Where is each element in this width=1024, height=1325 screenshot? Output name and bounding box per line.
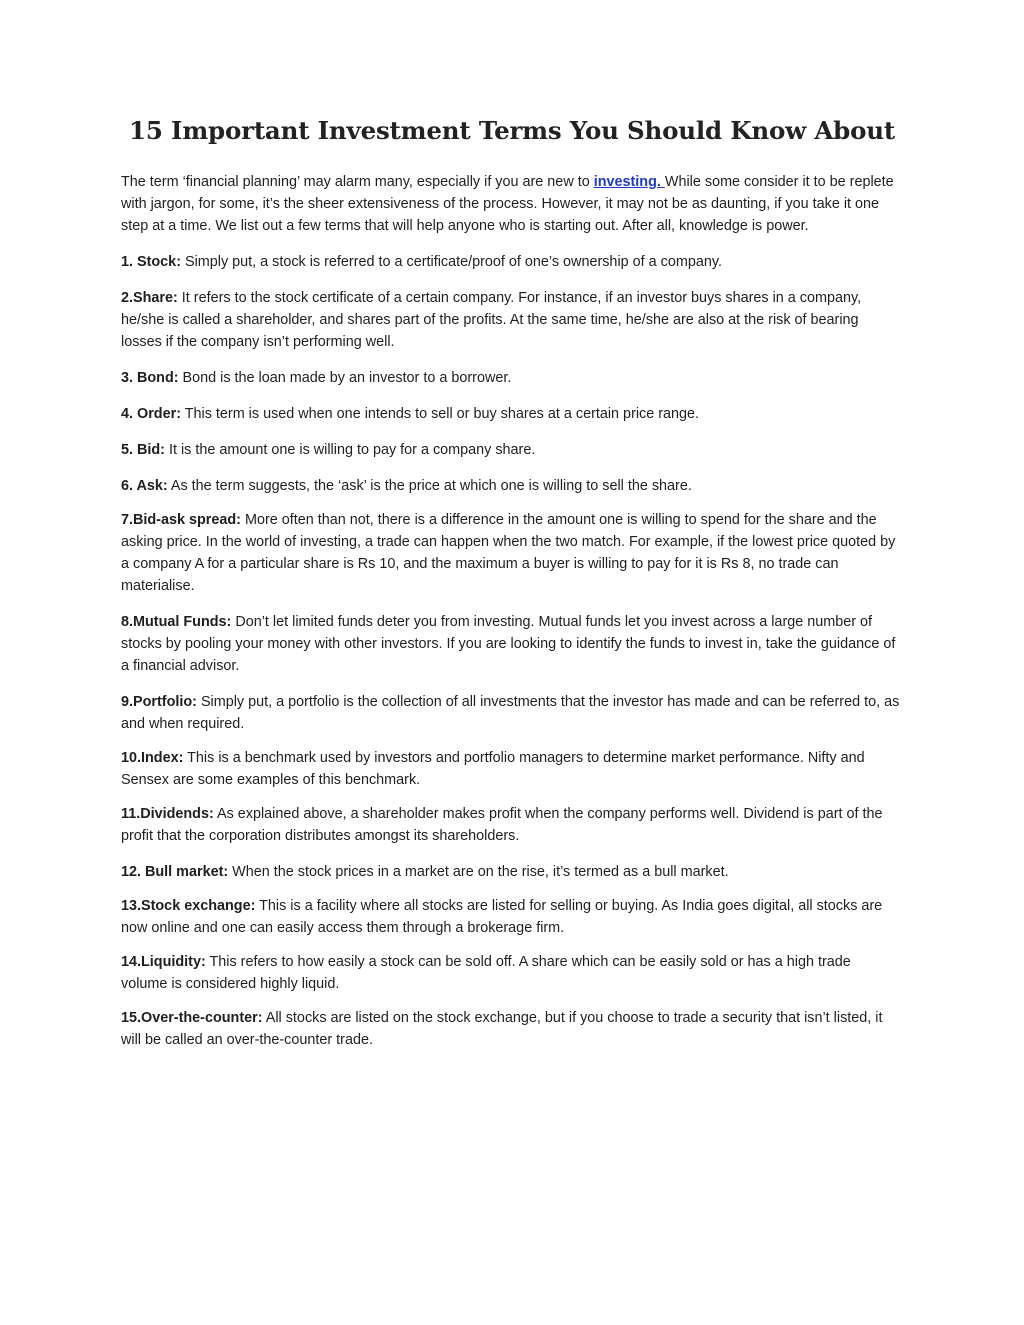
term-bull-market xyxy=(121,861,901,883)
term-label: 1. Stock: xyxy=(121,254,181,270)
term-order xyxy=(121,403,901,425)
term-dividends xyxy=(121,803,901,847)
term-label: 8.Mutual Funds: xyxy=(121,614,232,630)
term-stock-exchange xyxy=(121,895,901,939)
term-label: 12. Bull market: xyxy=(121,864,229,880)
term-label: 11.Dividends: xyxy=(121,806,214,822)
term-label: 15.Over-the-counter: xyxy=(121,1010,263,1026)
document-body xyxy=(121,171,901,1063)
term-share xyxy=(121,287,901,353)
term-index xyxy=(121,747,901,791)
term-label: 4. Order: xyxy=(121,406,181,422)
term-mutual-funds xyxy=(121,611,901,677)
term-definition: This is a facility where all stocks are listed for selling or buying. As India goes digital, all stocks are now online and one can easily access them through a brokerage firm. xyxy=(121,898,883,936)
term-label: 5. Bid: xyxy=(121,442,165,458)
term-over-the-counter xyxy=(121,1007,901,1051)
term-definition: Simply put, a portfolio is the collection of all investments that the investor has made and can be referred to, as and when required. xyxy=(121,694,900,732)
term-definition: This refers to how easily a stock can be sold off. A share which can be easily sold or has a high trade volume is considered highly liquid. xyxy=(121,954,851,992)
term-definition: More often than not, there is a difference in the amount one is willing to spend for the share and the asking price. In the world of investing, a trade can happen when the two match. For example, if the lowest price quoted by a company A for a particular share is Rs 10, and the maximum a buyer is willing to pay for it is Rs 8, no trade can materialise. xyxy=(121,512,896,594)
term-ask xyxy=(121,475,901,497)
term-definition: When the stock prices in a market are on the rise, it’s termed as a bull market. xyxy=(228,864,729,880)
intro-text-before-link: The term ‘financial planning’ may alarm many, especially if you are new to xyxy=(121,174,594,190)
term-label: 7.Bid-ask spread: xyxy=(121,512,241,528)
term-definition: All stocks are listed on the stock exchange, but if you choose to trade a security that isn’t listed, it will be called an over-the-counter trade. xyxy=(121,1010,883,1048)
intro-paragraph xyxy=(121,171,901,237)
intro-text-after-link: While some consider it to be replete with jargon, for some, it’s the sheer extensiveness of the process. However, it may not be as daunting, if you take it one step at a time. We list out a few terms that will help anyone who is starting out. After all, knowledge is power. xyxy=(121,174,894,234)
term-label: 10.Index: xyxy=(121,750,184,766)
term-label: 14.Liquidity: xyxy=(121,954,206,970)
term-definition: It is the amount one is willing to pay for a company share. xyxy=(164,442,536,458)
term-definition: Bond is the loan made by an investor to a borrower. xyxy=(178,370,512,386)
term-definition: Simply put, a stock is referred to a certificate/proof of one’s ownership of a company. xyxy=(180,254,722,270)
term-definition: As the term suggests, the ‘ask’ is the price at which one is willing to sell the share. xyxy=(167,478,692,494)
term-definition: This term is used when one intends to sell or buy shares at a certain price range. xyxy=(180,406,700,422)
term-liquidity xyxy=(121,951,901,995)
term-label: 9.Portfolio: xyxy=(121,694,197,710)
term-bid xyxy=(121,439,901,461)
document-title: 15 Important Investment Terms You Should Know About xyxy=(129,116,895,145)
term-definition: Don’t let limited funds deter you from investing. Mutual funds let you invest across a large number of stocks by pooling your money with other investors. If you are looking to identify the funds to invest in, take the guidance of a financial advisor. xyxy=(121,614,896,674)
term-definition: As explained above, a shareholder makes profit when the company performs well. Dividend is part of the profit that the corporation distributes amongst its shareholders. xyxy=(121,806,883,844)
term-label: 6. Ask: xyxy=(121,478,168,494)
term-label: 13.Stock exchange: xyxy=(121,898,256,914)
term-bid-ask-spread xyxy=(121,509,901,597)
term-portfolio xyxy=(121,691,901,735)
term-definition: This is a benchmark used by investors and portfolio managers to determine market performance. Nifty and Sensex are some examples of this benchmark. xyxy=(121,750,865,788)
term-stock xyxy=(121,251,901,273)
term-label: 2.Share: xyxy=(121,290,178,306)
term-bond xyxy=(121,367,901,389)
investing-link[interactable]: investing. xyxy=(593,174,665,190)
term-definition: It refers to the stock certificate of a certain company. For instance, if an investor buys shares in a company, he/she is called a shareholder, and shares part of the profits. At the same time, he/she are also at the risk of bearing losses if the company isn’t performing well. xyxy=(121,290,862,350)
term-label: 3. Bond: xyxy=(121,370,179,386)
